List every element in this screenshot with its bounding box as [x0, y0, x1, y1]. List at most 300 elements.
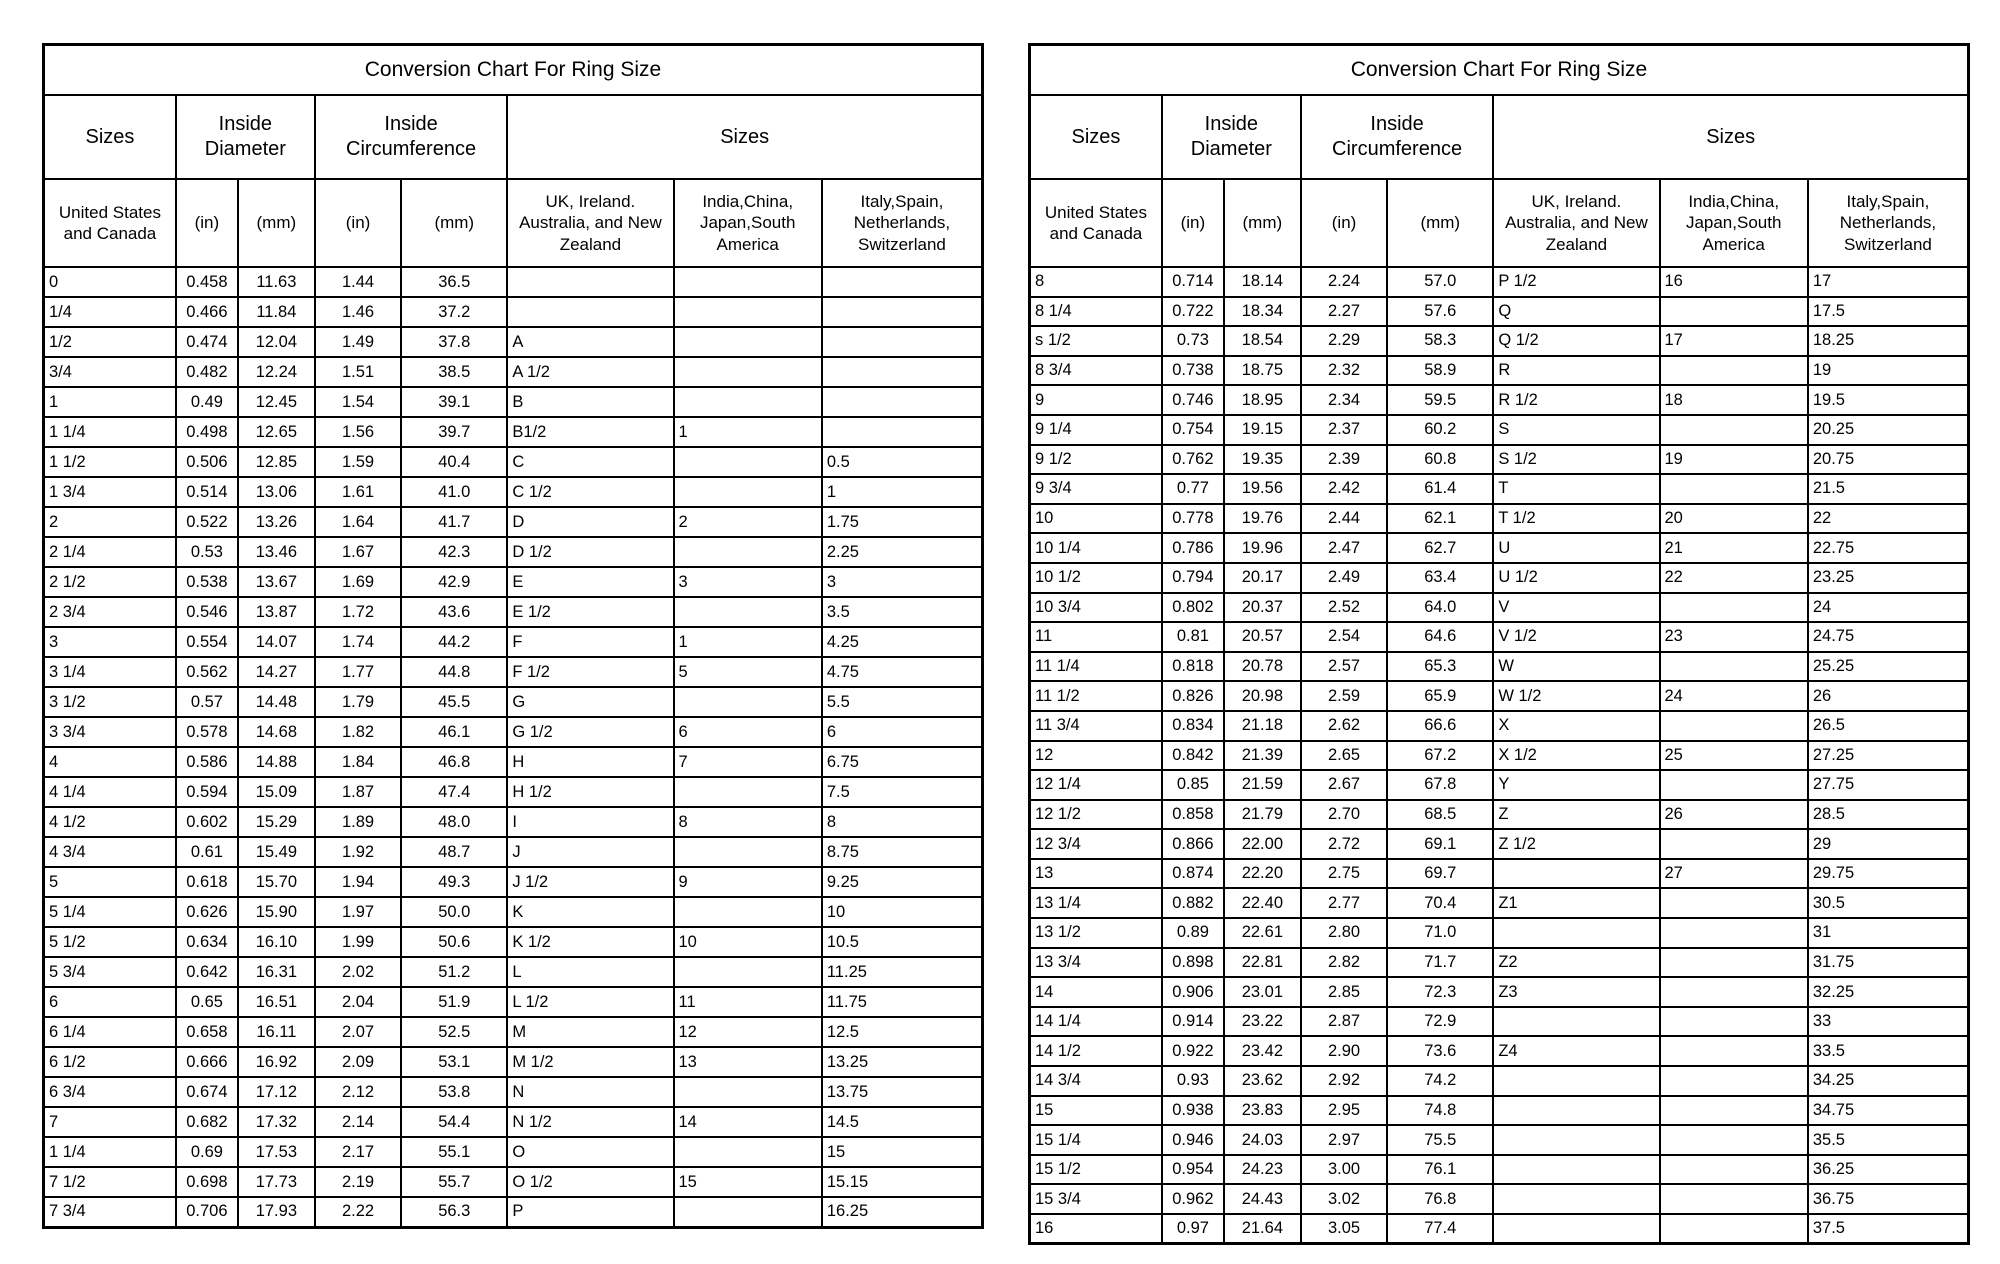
cell: 0.674: [176, 1077, 238, 1107]
cell: 0.634: [176, 927, 238, 957]
table-row: [1030, 948, 1969, 978]
cell: 2.19: [315, 1167, 401, 1197]
cell: [674, 477, 822, 507]
cell: 15.29: [238, 807, 315, 837]
cell: 74.2: [1387, 1066, 1493, 1096]
cell: 22: [1660, 563, 1808, 593]
cell: 2.02: [315, 957, 401, 987]
cell: 15: [1030, 1096, 1162, 1126]
cell: 17: [1660, 326, 1808, 356]
cell: 2.44: [1301, 504, 1387, 534]
cell: 14.07: [238, 627, 315, 657]
cell: 22: [1808, 504, 1969, 534]
col-italy-spain: Italy,Spain, Netherlands, Switzerland: [822, 179, 983, 267]
cell: P 1/2: [1493, 267, 1659, 297]
cell: 11 3/4: [1030, 711, 1162, 741]
cell: 3: [822, 567, 983, 597]
cell: 1.75: [822, 507, 983, 537]
cell: V: [1493, 593, 1659, 623]
cell: 2.04: [315, 987, 401, 1017]
cell: 0.882: [1162, 888, 1224, 918]
cell: 39.7: [401, 417, 507, 447]
cell: 2 1/2: [44, 567, 176, 597]
cell: 20.37: [1224, 593, 1301, 623]
cell: 33: [1808, 1007, 1969, 1037]
cell: 21.79: [1224, 800, 1301, 830]
table-row: [1030, 385, 1969, 415]
cell: 9.25: [822, 867, 983, 897]
table-row: [1030, 1214, 1969, 1244]
cell: 0.626: [176, 897, 238, 927]
cell: 20.57: [1224, 622, 1301, 652]
cell: 1.74: [315, 627, 401, 657]
col-diameter-in: (in): [176, 179, 238, 267]
cell: 13 3/4: [1030, 948, 1162, 978]
cell: 0.53: [176, 537, 238, 567]
cell: 20.25: [1808, 415, 1969, 445]
table-row: [44, 1137, 983, 1167]
cell: [1660, 829, 1808, 859]
cell: W: [1493, 652, 1659, 682]
cell: 31.75: [1808, 948, 1969, 978]
cell: 18.75: [1224, 356, 1301, 386]
cell: 7 3/4: [44, 1197, 176, 1227]
cell: 0.602: [176, 807, 238, 837]
cell: 0.57: [176, 687, 238, 717]
cell: 5: [44, 867, 176, 897]
cell: 2 1/4: [44, 537, 176, 567]
header-sizes-right: Sizes: [507, 95, 982, 179]
cell: 27.25: [1808, 741, 1969, 771]
cell: 1.82: [315, 717, 401, 747]
cell: 1.44: [315, 267, 401, 297]
cell: [1660, 593, 1808, 623]
cell: 1.69: [315, 567, 401, 597]
cell: 2.80: [1301, 918, 1387, 948]
cell: 6: [822, 717, 983, 747]
cell: 1.84: [315, 747, 401, 777]
cell: 24.75: [1808, 622, 1969, 652]
table-title-row: [1030, 45, 1969, 96]
cell: 14: [674, 1107, 822, 1137]
cell: 16: [1030, 1214, 1162, 1244]
col-india-china: India,China, Japan,South America: [1660, 179, 1808, 267]
cell: 8: [822, 807, 983, 837]
cell: 1.64: [315, 507, 401, 537]
table-row: [44, 1107, 983, 1137]
cell: 0.722: [1162, 297, 1224, 327]
cell: 0.594: [176, 777, 238, 807]
cell: [1493, 1184, 1659, 1214]
cell: [1660, 1155, 1808, 1185]
cell: 15.49: [238, 837, 315, 867]
cell: 11 1/2: [1030, 681, 1162, 711]
cell: 40.4: [401, 447, 507, 477]
cell: 24: [1808, 593, 1969, 623]
cell: [674, 687, 822, 717]
table-row: [1030, 800, 1969, 830]
cell: Q 1/2: [1493, 326, 1659, 356]
table-row: [44, 687, 983, 717]
cell: [674, 957, 822, 987]
column-header-row: [44, 179, 983, 267]
cell: 0.834: [1162, 711, 1224, 741]
cell: K 1/2: [507, 927, 673, 957]
cell: 66.6: [1387, 711, 1493, 741]
cell: [674, 447, 822, 477]
cell: 3.5: [822, 597, 983, 627]
cell: 2.72: [1301, 829, 1387, 859]
cell: 2.32: [1301, 356, 1387, 386]
table-row: [1030, 829, 1969, 859]
cell: E: [507, 567, 673, 597]
cell: 1.87: [315, 777, 401, 807]
cell: 4: [44, 747, 176, 777]
cell: 7.5: [822, 777, 983, 807]
cell: 2.75: [1301, 859, 1387, 889]
cell: 36.75: [1808, 1184, 1969, 1214]
cell: 60.2: [1387, 415, 1493, 445]
table-row: [1030, 1096, 1969, 1126]
table-row: [44, 597, 983, 627]
cell: 10 3/4: [1030, 593, 1162, 623]
cell: 2.07: [315, 1017, 401, 1047]
table-row: [44, 1167, 983, 1197]
cell: 18: [1660, 385, 1808, 415]
cell: [1493, 1007, 1659, 1037]
cell: 51.9: [401, 987, 507, 1017]
cell: 1.61: [315, 477, 401, 507]
cell: [1493, 1066, 1659, 1096]
cell: 0.746: [1162, 385, 1224, 415]
cell: 30.5: [1808, 888, 1969, 918]
cell: 0.73: [1162, 326, 1224, 356]
cell: 11 1/4: [1030, 652, 1162, 682]
cell: 58.9: [1387, 356, 1493, 386]
cell: 1.89: [315, 807, 401, 837]
cell: J 1/2: [507, 867, 673, 897]
cell: 12 3/4: [1030, 829, 1162, 859]
cell: 2.92: [1301, 1066, 1387, 1096]
cell: 14.48: [238, 687, 315, 717]
cell: G: [507, 687, 673, 717]
cell: 24.03: [1224, 1125, 1301, 1155]
cell: 0.89: [1162, 918, 1224, 948]
cell: 2.85: [1301, 977, 1387, 1007]
cell: 15: [822, 1137, 983, 1167]
cell: 42.9: [401, 567, 507, 597]
cell: N 1/2: [507, 1107, 673, 1137]
cell: 20.78: [1224, 652, 1301, 682]
cell: 1.46: [315, 297, 401, 327]
table-row: [44, 267, 983, 297]
cell: 13: [674, 1047, 822, 1077]
table-row: [1030, 1184, 1969, 1214]
cell: 17: [1808, 267, 1969, 297]
cell: 1: [674, 627, 822, 657]
cell: 13.67: [238, 567, 315, 597]
table-row: [1030, 918, 1969, 948]
cell: J: [507, 837, 673, 867]
cell: X 1/2: [1493, 741, 1659, 771]
cell: 15.70: [238, 867, 315, 897]
cell: 19: [1808, 356, 1969, 386]
table-row: [44, 1197, 983, 1227]
cell: 12.24: [238, 357, 315, 387]
cell: 65.9: [1387, 681, 1493, 711]
cell: 16.31: [238, 957, 315, 987]
cell: [1660, 770, 1808, 800]
cell: 2.34: [1301, 385, 1387, 415]
cell: 71.0: [1387, 918, 1493, 948]
cell: 1/4: [44, 297, 176, 327]
cell: 0.962: [1162, 1184, 1224, 1214]
cell: 24: [1660, 681, 1808, 711]
cell: 31: [1808, 918, 1969, 948]
cell: [822, 357, 983, 387]
cell: 36.25: [1808, 1155, 1969, 1185]
cell: 0.514: [176, 477, 238, 507]
cell: 1.67: [315, 537, 401, 567]
cell: 21: [1660, 533, 1808, 563]
cell: 1 1/2: [44, 447, 176, 477]
cell: 9 3/4: [1030, 474, 1162, 504]
cell: 13.26: [238, 507, 315, 537]
cell: 19: [1660, 445, 1808, 475]
table-row: [44, 537, 983, 567]
cell: 12: [674, 1017, 822, 1047]
cell: 18.14: [1224, 267, 1301, 297]
cell: 70.4: [1387, 888, 1493, 918]
cell: 59.5: [1387, 385, 1493, 415]
cell: 0.69: [176, 1137, 238, 1167]
table-title: Conversion Chart For Ring Size: [44, 45, 983, 96]
cell: 19.96: [1224, 533, 1301, 563]
cell: 14: [1030, 977, 1162, 1007]
cell: G 1/2: [507, 717, 673, 747]
cell: 0.914: [1162, 1007, 1224, 1037]
cell: C: [507, 447, 673, 477]
cell: 0.93: [1162, 1066, 1224, 1096]
cell: 1.94: [315, 867, 401, 897]
cell: 7: [674, 747, 822, 777]
cell: 22.20: [1224, 859, 1301, 889]
cell: 0.81: [1162, 622, 1224, 652]
cell: [1660, 474, 1808, 504]
cell: 74.8: [1387, 1096, 1493, 1126]
cell: Y: [1493, 770, 1659, 800]
cell: 0.522: [176, 507, 238, 537]
cell: 48.7: [401, 837, 507, 867]
cell: 50.6: [401, 927, 507, 957]
cell: 6: [44, 987, 176, 1017]
cell: 21.59: [1224, 770, 1301, 800]
table-row: [1030, 711, 1969, 741]
col-us-canada: United States and Canada: [44, 179, 176, 267]
cell: 12 1/2: [1030, 800, 1162, 830]
cell: 3.02: [1301, 1184, 1387, 1214]
cell: 1.79: [315, 687, 401, 717]
cell: 3.00: [1301, 1155, 1387, 1185]
table-row: [1030, 563, 1969, 593]
cell: 0.49: [176, 387, 238, 417]
cell: I: [507, 807, 673, 837]
cell: 11.75: [822, 987, 983, 1017]
cell: 2.95: [1301, 1096, 1387, 1126]
cell: 14.5: [822, 1107, 983, 1137]
cell: 2.67: [1301, 770, 1387, 800]
cell: 57.0: [1387, 267, 1493, 297]
cell: S: [1493, 415, 1659, 445]
cell: 8 1/4: [1030, 297, 1162, 327]
cell: Z4: [1493, 1036, 1659, 1066]
table-row: [1030, 1155, 1969, 1185]
cell: 2: [674, 507, 822, 537]
cell: 1 1/4: [44, 417, 176, 447]
cell: 68.5: [1387, 800, 1493, 830]
cell: 0.786: [1162, 533, 1224, 563]
cell: [674, 837, 822, 867]
table-row: [44, 507, 983, 537]
cell: 0.554: [176, 627, 238, 657]
cell: 15.15: [822, 1167, 983, 1197]
cell: 1.99: [315, 927, 401, 957]
cell: 10: [1030, 504, 1162, 534]
cell: 0.546: [176, 597, 238, 627]
cell: 0.762: [1162, 445, 1224, 475]
cell: 11.84: [238, 297, 315, 327]
cell: W 1/2: [1493, 681, 1659, 711]
cell: [1660, 977, 1808, 1007]
cell: 2.12: [315, 1077, 401, 1107]
cell: 39.1: [401, 387, 507, 417]
col-india-china: India,China, Japan,South America: [674, 179, 822, 267]
cell: 1/2: [44, 327, 176, 357]
cell: 2.42: [1301, 474, 1387, 504]
table-row: [1030, 622, 1969, 652]
cell: O 1/2: [507, 1167, 673, 1197]
cell: 16.11: [238, 1017, 315, 1047]
cell: 23.42: [1224, 1036, 1301, 1066]
cell: 12.65: [238, 417, 315, 447]
cell: K: [507, 897, 673, 927]
table-row: [1030, 888, 1969, 918]
cell: 72.3: [1387, 977, 1493, 1007]
cell: 63.4: [1387, 563, 1493, 593]
header-group-row: [1030, 95, 1969, 179]
cell: 49.3: [401, 867, 507, 897]
cell: 0.738: [1162, 356, 1224, 386]
table-row: [1030, 474, 1969, 504]
cell: 0.794: [1162, 563, 1224, 593]
cell: L: [507, 957, 673, 987]
cell: 75.5: [1387, 1125, 1493, 1155]
cell: 65.3: [1387, 652, 1493, 682]
cell: 2 3/4: [44, 597, 176, 627]
cell: 0.658: [176, 1017, 238, 1047]
cell: 46.1: [401, 717, 507, 747]
cell: [674, 1197, 822, 1227]
table-row: [44, 717, 983, 747]
cell: Z: [1493, 800, 1659, 830]
ring-size-conversion-table-left: [42, 43, 984, 1229]
cell: 21.39: [1224, 741, 1301, 771]
cell: 41.0: [401, 477, 507, 507]
cell: 2.49: [1301, 563, 1387, 593]
cell: 14.88: [238, 747, 315, 777]
cell: 2.57: [1301, 652, 1387, 682]
cell: 18.95: [1224, 385, 1301, 415]
cell: [1660, 1214, 1808, 1244]
cell: 2.65: [1301, 741, 1387, 771]
table-title: Conversion Chart For Ring Size: [1030, 45, 1969, 96]
cell: 2.97: [1301, 1125, 1387, 1155]
cell: 14 3/4: [1030, 1066, 1162, 1096]
cell: D 1/2: [507, 537, 673, 567]
cell: C 1/2: [507, 477, 673, 507]
cell: 19.76: [1224, 504, 1301, 534]
cell: 73.6: [1387, 1036, 1493, 1066]
cell: T: [1493, 474, 1659, 504]
cell: 8: [1030, 267, 1162, 297]
cell: 27.75: [1808, 770, 1969, 800]
cell: 77.4: [1387, 1214, 1493, 1244]
cell: 22.00: [1224, 829, 1301, 859]
col-uk-ireland: UK, Ireland. Australia, and New Zealand: [507, 179, 673, 267]
col-circumference-mm: (mm): [401, 179, 507, 267]
cell: 19.56: [1224, 474, 1301, 504]
cell: [1660, 356, 1808, 386]
cell: 13 1/2: [1030, 918, 1162, 948]
cell: 10.5: [822, 927, 983, 957]
cell: A: [507, 327, 673, 357]
cell: E 1/2: [507, 597, 673, 627]
cell: 6 3/4: [44, 1077, 176, 1107]
table-row: [44, 447, 983, 477]
cell: H: [507, 747, 673, 777]
cell: 62.7: [1387, 533, 1493, 563]
cell: 14 1/4: [1030, 1007, 1162, 1037]
cell: 0.706: [176, 1197, 238, 1227]
cell: 3 1/2: [44, 687, 176, 717]
cell: 0.682: [176, 1107, 238, 1137]
cell: [1660, 948, 1808, 978]
cell: [674, 297, 822, 327]
cell: Q: [1493, 297, 1659, 327]
cell: 25.25: [1808, 652, 1969, 682]
cell: H 1/2: [507, 777, 673, 807]
cell: R 1/2: [1493, 385, 1659, 415]
table-row: [1030, 267, 1969, 297]
cell: 23.25: [1808, 563, 1969, 593]
table-body: [1030, 267, 1969, 1244]
cell: [674, 1137, 822, 1167]
table-row: [44, 1047, 983, 1077]
cell: 5 1/2: [44, 927, 176, 957]
cell: 0.642: [176, 957, 238, 987]
cell: 1.54: [315, 387, 401, 417]
cell: 17.53: [238, 1137, 315, 1167]
table-row: [1030, 445, 1969, 475]
table-row: [1030, 415, 1969, 445]
cell: [822, 267, 983, 297]
table-row: [1030, 1066, 1969, 1096]
cell: 9: [1030, 385, 1162, 415]
cell: 0.826: [1162, 681, 1224, 711]
cell: 7: [44, 1107, 176, 1137]
cell: 47.4: [401, 777, 507, 807]
table-row: [44, 927, 983, 957]
